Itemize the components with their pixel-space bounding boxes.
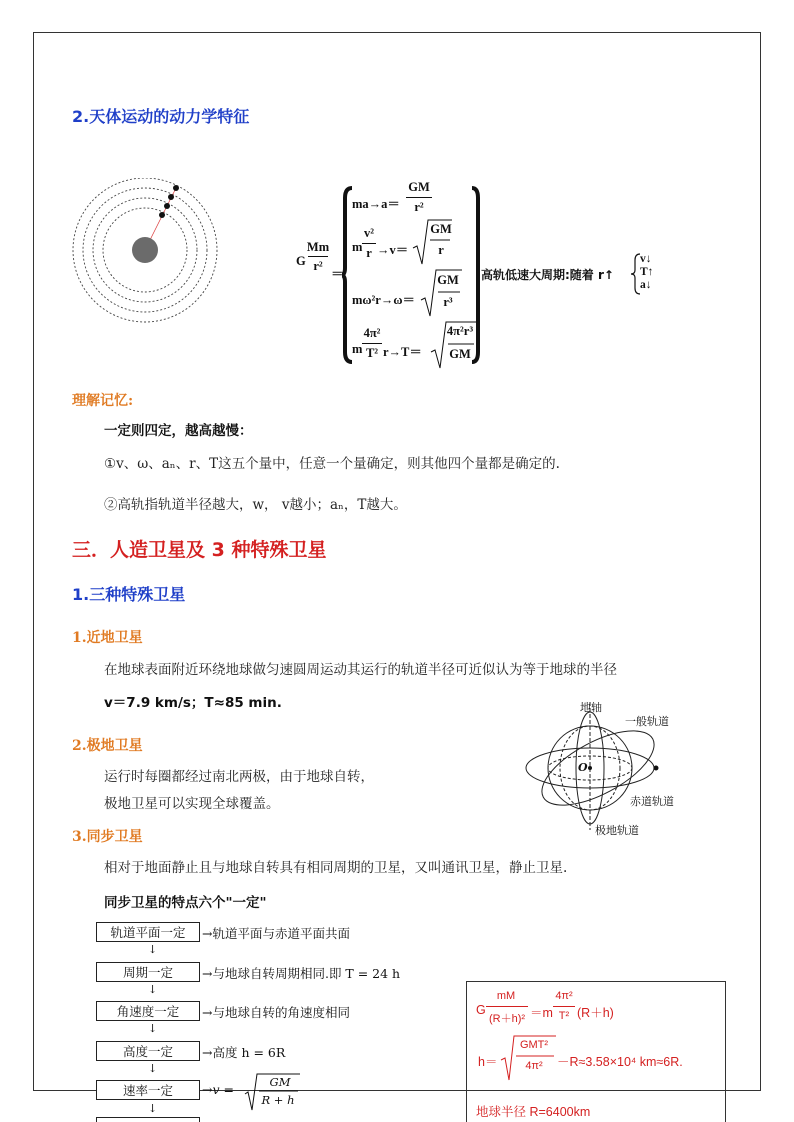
polar-satellite-title: 2.极地卫星	[72, 738, 143, 754]
result-a: a↓	[640, 279, 652, 291]
row4-sq-den: GM	[449, 347, 471, 361]
speed-num: GM	[269, 1075, 291, 1089]
orbit-rings-diagram	[70, 178, 220, 328]
row2-den: r	[366, 246, 372, 260]
calc-l2-prefix: h＝	[478, 1055, 498, 1069]
result-v: v↓	[640, 253, 652, 265]
general-orbit-label: 一般轨道	[625, 715, 669, 728]
row1-bar	[406, 197, 432, 198]
down-arrow-icon: ↓	[148, 1022, 158, 1035]
memory-title: 理解记忆:	[72, 393, 134, 409]
sync-satellite-title: 3.同步卫星	[72, 829, 143, 845]
formula-rule: 高轨低速大周期:随着 r↑	[481, 268, 614, 282]
memory-subtitle: 一定则四定，越高越慢：	[104, 423, 253, 439]
polar-satellite-line-2: 极地卫星可以实现全球覆盖。	[104, 796, 280, 812]
calc-l1-den2: T²	[558, 1010, 570, 1022]
satellite-icon	[159, 212, 165, 218]
section3-subtitle: 1.三种特殊卫星	[72, 585, 186, 604]
down-arrow-icon: ↓	[148, 983, 158, 996]
row2-num: v²	[364, 226, 374, 240]
row4-m: m	[352, 342, 363, 356]
down-arrow-icon: ↓	[148, 1102, 158, 1115]
speed-den: R + h	[261, 1093, 295, 1107]
sync-features-title: 同步卫星的特点六个"一定"	[104, 895, 267, 911]
equator-orbit-label: 赤道轨道	[630, 795, 674, 808]
row2-sq-num: GM	[430, 222, 452, 236]
flow-desc-period: →与地球自转周期相同.即 T = 24 h	[202, 966, 401, 981]
down-arrow-icon: ↓	[148, 943, 158, 956]
row4-expr: r→T＝	[383, 345, 422, 359]
calc-l1-prefix: G	[476, 1003, 486, 1017]
row1-expr: ma→a＝	[352, 197, 400, 211]
flow-box-speed: 速率一定	[96, 1080, 200, 1100]
row3-sq-num: GM	[437, 273, 459, 287]
calc-l2-num: GMT²	[519, 1039, 549, 1051]
calc-l1-mid: ＝m	[530, 1006, 553, 1020]
earth-radius: 地球半径 R=6400km	[476, 1105, 591, 1119]
formula-lhs-bar	[308, 256, 328, 257]
sync-satellite-text: 相对于地面静止且与地球自转具有相同周期的卫星，又叫通讯卫星，静止卫星.	[104, 860, 568, 876]
calc-l2-suffix: －R≈3.58×10⁴ km≈6R.	[557, 1055, 683, 1069]
flow-box-partial	[96, 1117, 200, 1122]
row4-sq-num: 4π²r³	[446, 324, 474, 338]
satellite-icon	[168, 194, 174, 200]
section-title: 2.天体运动的动力学特征	[72, 107, 250, 126]
section3-title: 三．人造卫星及 3 种特殊卫星	[72, 539, 327, 561]
formula-lhs-den: r²	[313, 259, 323, 273]
near-satellite-title: 1.近地卫星	[72, 630, 143, 646]
flow-desc-angular-velocity: →与地球自转的角速度相同	[202, 1005, 350, 1020]
row2-expr: →v＝	[377, 243, 409, 257]
satellite-icon	[164, 203, 170, 209]
row1-num: GM	[408, 180, 430, 194]
planet-icon	[132, 237, 158, 263]
row2-bar	[362, 243, 376, 244]
row3-sq-den: r³	[443, 295, 453, 309]
flow-box-angular-velocity: 角速度一定	[96, 1001, 200, 1021]
flow-box-height: 高度一定	[96, 1041, 200, 1061]
calc-l2-den: 4π²	[525, 1060, 543, 1072]
row2-sq-den: r	[438, 243, 444, 257]
near-satellite-text: 在地球表面附近环绕地球做匀速圆周运动其运行的轨道半径可近似认为等于地球的半径	[104, 662, 617, 678]
near-satellite-values: v＝7.9 km/s；T≈85 min.	[104, 695, 282, 711]
calc-l1-num2: 4π²	[555, 990, 573, 1002]
axis-label: 地轴	[580, 701, 602, 714]
row1-den: r²	[414, 200, 424, 214]
polar-orbit-label: 极地轨道	[595, 824, 639, 837]
calc-l1-den: (R＋h)²	[488, 1013, 526, 1025]
satellite-icon	[173, 185, 179, 191]
center-label: O	[578, 761, 588, 774]
row2-m: m	[352, 240, 363, 254]
calc-l1-num: mM	[496, 990, 516, 1002]
row4-num: 4π²	[363, 326, 381, 340]
calc-l1-bar2	[553, 1006, 575, 1007]
polar-satellite-line-1: 运行时每圈都经过南北两极，由于地球自转，	[104, 769, 374, 785]
row4-den: T²	[365, 346, 379, 360]
memory-point-1: ①v、ω、aₙ、r、T这五个量中，任意一个量确定，则其他四个量都是确定的.	[104, 456, 560, 472]
down-arrow-icon: ↓	[148, 1062, 158, 1075]
row4-bar	[362, 343, 382, 344]
flow-desc-speed: →v =	[202, 1082, 234, 1097]
calc-l1-bar	[486, 1006, 528, 1007]
result-t: T↑	[640, 266, 654, 278]
formula-lhs-prefix: G	[296, 254, 306, 268]
row3-expr: mω²r→ω＝	[352, 293, 415, 307]
flow-desc-orbit-plane: →轨道平面与赤道平面共面	[202, 926, 350, 941]
flow-box-orbit-plane: 轨道平面一定	[96, 922, 200, 942]
calc-l1-suffix: (R＋h)	[577, 1006, 614, 1020]
formula-equals: ＝	[331, 267, 344, 281]
flow-desc-height: →高度 h = 6R	[202, 1045, 286, 1060]
formula-lhs-num: Mm	[306, 240, 330, 254]
memory-point-2: ②高轨指轨道半径越大，w， v越小；aₙ，T越大。	[104, 497, 407, 513]
flow-box-period: 周期一定	[96, 962, 200, 982]
